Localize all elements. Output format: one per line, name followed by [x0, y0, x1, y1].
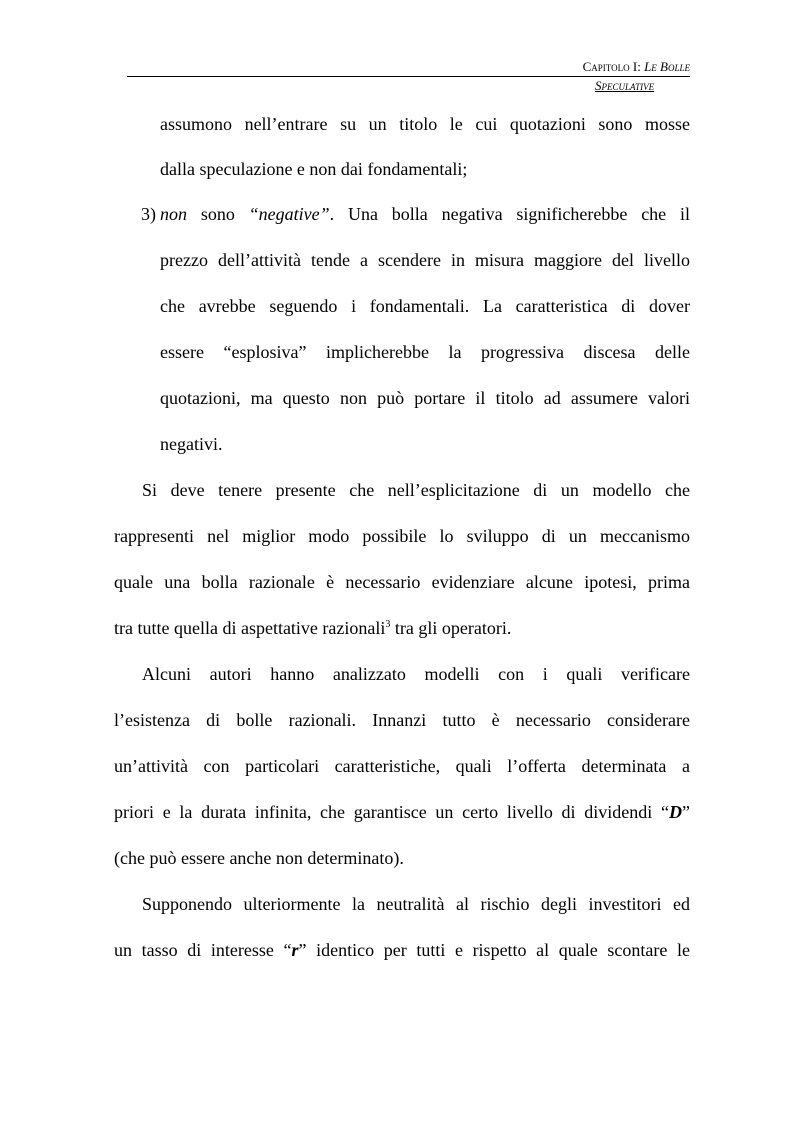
text-span: ” identico per tutti e rispetto al quale scontare le	[298, 940, 690, 960]
footnote-marker[interactable]: 3	[385, 619, 391, 630]
text-line: che avrebbe seguendo i fondamentali. La caratteristica di dover	[160, 296, 690, 316]
text-line: Si deve tenere presente che nell’esplicitazione di un modello che	[142, 480, 690, 500]
text-line: un’attività con particolari caratteristiche, quali l’offerta determinata a	[114, 756, 690, 776]
text-line: Supponendo ulteriormente la neutralità al rischio degli investitori ed	[142, 894, 690, 914]
text-line: Alcuni autori hanno analizzato modelli con i quali verificare	[142, 664, 690, 684]
text-span: ”	[682, 802, 690, 822]
text-span: tra gli operatori.	[390, 618, 512, 638]
text-line: quale una bolla razionale è necessario evidenziare alcune ipotesi, prima	[114, 572, 690, 592]
text-line: quotazioni, ma questo non può portare il titolo ad assumere valori	[160, 388, 690, 408]
text-span: . Una bolla negativa significherebbe che il	[329, 204, 690, 224]
list-number: 3)	[141, 204, 156, 224]
text-line: essere “esplosiva” implicherebbe la progressiva discesa delle	[160, 342, 690, 362]
text-line: assumono nell’entrare su un titolo le cui quotazioni sono mosse	[160, 114, 690, 134]
text-line: l’esistenza di bolle razionali. Innanzi tutto è necessario considerare	[114, 710, 690, 730]
running-header	[127, 56, 690, 77]
header-title-part2: Speculative	[595, 78, 655, 93]
text-line-with-symbol	[114, 939, 690, 961]
text-span: un tasso di interesse “	[114, 940, 292, 960]
text-line: rappresenti nel miglior modo possibile lo sviluppo di un meccanismo	[114, 526, 690, 546]
text-span: priori e la durata infinita, che garantisce un certo livello di dividendi “	[114, 802, 669, 822]
math-symbol: D	[669, 802, 682, 822]
italic-quote: “negative”	[248, 204, 330, 224]
text-line: dalla speculazione e non dai fondamentali;	[160, 159, 468, 179]
text-line-with-footnote	[114, 617, 690, 639]
text-line: prezzo dell’attività tende a scendere in misura maggiore del livello	[160, 250, 690, 270]
header-title-part1: Le Bolle	[644, 59, 690, 74]
list-item-3-first-line	[160, 203, 690, 225]
text-span: tra tutte quella di aspettative razionali	[114, 618, 386, 638]
text-line: negativi.	[160, 434, 223, 454]
header-chapter-label: Capitolo I:	[582, 59, 641, 74]
header-chapter	[583, 59, 690, 75]
text-span: sono	[200, 204, 235, 224]
math-symbol: r	[291, 940, 299, 960]
italic-word: non	[160, 204, 187, 224]
text-line-with-symbol	[114, 801, 690, 823]
text-line: (che può essere anche non determinato).	[114, 848, 404, 868]
